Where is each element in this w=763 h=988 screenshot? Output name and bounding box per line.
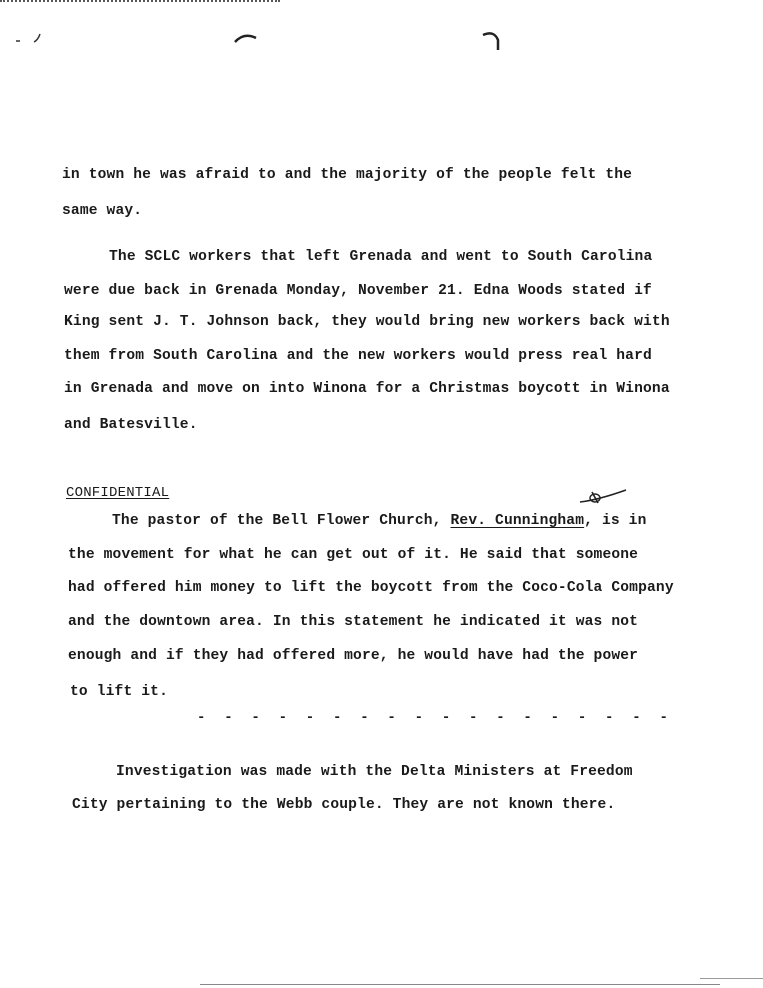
- paragraph-2-line-2: were due back in Grenada Monday, November 21. Edna Woods stated if: [64, 283, 652, 299]
- paragraph-3-line-5: enough and if they had offered more, he would have had the power: [68, 648, 639, 664]
- confidential-heading: CONFIDENTIAL: [66, 485, 170, 501]
- paragraph-1-line-2: same way.: [62, 203, 143, 219]
- paragraph-2-line-5: in Grenada and move on into Winona for a Christmas boycott in Winona: [64, 381, 670, 397]
- punch-mark-left: [232, 30, 260, 46]
- paragraph-4-line-1: Investigation was made with the Delta Ministers at Freedom: [116, 764, 633, 780]
- corner-mark-left: [14, 30, 44, 46]
- paragraph-4-line-2: City pertaining to the Webb couple. They are not known there.: [72, 797, 616, 813]
- top-edge-artifact: [0, 0, 280, 4]
- paragraph-3-line-6: to lift it.: [70, 684, 168, 700]
- paragraph-1-line-1: in town he was afraid to and the majority of the people felt the: [62, 167, 633, 183]
- paragraph-3-line-4: and the downtown area. In this statement he indicated it was not: [68, 614, 639, 630]
- bottom-edge-artifact-right: [700, 978, 763, 980]
- paragraph-3-line-2: the movement for what he can get out of it. He said that someone: [68, 547, 639, 563]
- paragraph-2-line-4: them from South Carolina and the new workers would press real hard: [64, 348, 652, 364]
- bottom-edge-artifact: [200, 984, 720, 986]
- paragraph-3-line-1: [112, 512, 646, 530]
- punch-mark-right: [480, 28, 506, 54]
- handwritten-mark: [578, 484, 630, 508]
- paragraph-2-line-3: King sent J. T. Johnson back, they would bring new workers back with: [64, 314, 670, 330]
- paragraph-2-line-1: The SCLC workers that left Grenada and went to South Carolina: [109, 249, 653, 265]
- paragraph-3-line-1-prefix: The pastor of the Bell Flower Church,: [112, 513, 451, 529]
- paragraph-3-line-3: had offered him money to lift the boycott from the Coco-Cola Company: [68, 580, 674, 596]
- paragraph-2-line-6: and Batesville.: [64, 417, 198, 433]
- rev-cunningham-name: Rev. Cunningham: [450, 513, 585, 529]
- paragraph-3-line-1-suffix: , is in: [584, 513, 647, 529]
- section-separator: - - - - - - - - - - - - - - - - - -: [197, 710, 674, 726]
